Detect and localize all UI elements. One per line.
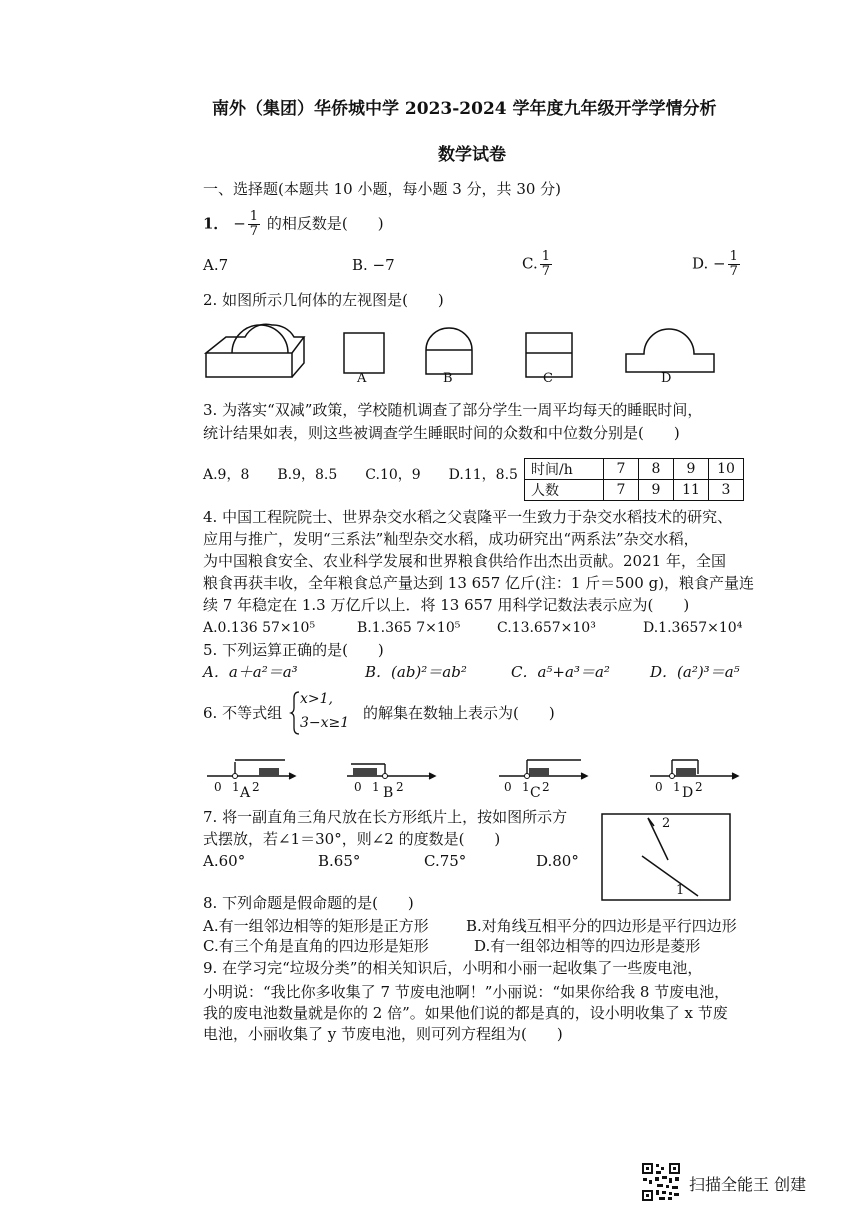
q6-b-tick-0: 0 [354,780,362,794]
q6-label-d: D [682,785,694,801]
q6-prefix: 6. 不等式组 [203,704,283,722]
q3-stem-line2: 统计结果如表，则这些被调查学生睡眠时间的众数和中位数分别是( ) [203,424,680,442]
q3-table-cell: 11 [674,480,709,501]
q3-table-cell: 10 [709,459,744,480]
q1-option-b: B. −7 [352,256,395,274]
q6-d-tick-2: 2 [695,780,703,794]
q4-line4: 粮食再获丰收，全年粮食总产量达到 13 657 亿斤(注：1 斤＝500 g)，粮食产量连 [203,574,755,592]
q1-frac-num: 1 [249,209,259,224]
q1-d-den: 7 [729,264,738,279]
exam-title: 南外（集团）华侨城中学 2023-2024 学年度九年级开学学情分析 [212,99,717,119]
q2-option-d-figure [622,328,722,383]
q5-option-c: C．a⁵+a³＝a² [511,663,610,681]
q1-frac-den: 7 [249,224,259,239]
q1-option-a: A.7 [203,256,229,274]
q3-table-cell: 3 [709,480,744,501]
q5-option-a: A．a＋a²＝a³ [203,663,298,681]
q7-line2: 式摆放，若∠1＝30°，则∠2 的度数是( ) [203,830,501,848]
q1-sign: − [233,214,246,233]
q5-stem: 5. 下列运算正确的是( ) [203,641,384,659]
q8-option-d: D.有一组邻边相等的四边形是菱形 [474,937,701,955]
q1-option-d-fraction [728,250,740,279]
q1-c-den: 7 [541,264,550,279]
q2-label-c: C [543,371,553,386]
q6-inequality-1: x>1, [300,691,333,707]
q5-option-d: D．(a²)³＝a⁵ [650,663,740,681]
q6-d-tick-0: 0 [655,780,663,794]
q3-table-header-time: 时间/h [525,459,604,480]
q6-d-tick-1: 1 [673,780,681,794]
scanner-watermark [641,1162,841,1202]
q4-option-a: A.0.136 57×10⁵ [203,620,316,636]
q7-option-a: A.60° [203,852,246,870]
q1-option-c [522,250,554,279]
q3-stem-line1: 3. 为落实“双减”政策，学校随机调查了部分学生一周平均每天的睡眠时间， [203,401,703,419]
q6-stem: 的解集在数轴上表示为( ) [363,704,555,722]
q7-line1: 7. 将一副直角三角尺放在长方形纸片上，按如图所示方 [203,808,568,826]
section-heading: 一、选择题(本题共 10 小题，每小题 3 分，共 30 分) [203,180,562,198]
q1-d-num: 1 [729,249,738,264]
q8-option-a: A.有一组邻边相等的矩形是正方形 [203,917,429,935]
q3-options: A.9，8 B.9，8.5 C.10，9 D.11，8.5 [203,467,518,483]
q1-stem-text: 的相反数是( ) [266,214,384,233]
qr-code-icon [641,1162,681,1202]
q2-stem: 2. 如图所示几何体的左视图是( ) [203,291,444,309]
q1-fraction [248,210,260,239]
q6-a-tick-1: 1 [232,780,240,794]
q4-line1: 4. 中国工程院院士、世界杂交水稻之父袁隆平一生致力于杂交水稻技术的研究、 [203,508,733,526]
q6-c-tick-1: 1 [522,780,530,794]
q6-c-tick-2: 2 [542,780,550,794]
q4-line5: 续 7 年稳定在 1.3 万亿斤以上．将 13 657 用科学记数法表示应为( ) [203,596,690,614]
q3-table-cell: 9 [639,480,674,501]
exam-subtitle: 数学试卷 [438,145,506,165]
q6-a-tick-2: 2 [252,780,260,794]
q3-table-cell: 7 [604,459,639,480]
q8-stem: 8. 下列命题是假命题的是( ) [203,894,414,912]
q6-a-tick-0: 0 [214,780,222,794]
q9-line2: 小明说：“我比你多收集了 7 节废电池啊！”小丽说：“如果你给我 8 节废电池， [203,983,730,1001]
q9-line4: 电池，小丽收集了 y 节废电池，则可列方程组为( ) [203,1025,563,1043]
q2-label-d: D [661,371,672,386]
q4-line3: 为中国粮食安全、农业科学发展和世界粮食供给作出杰出贡献。2021 年，全国 [203,552,726,570]
q6-b-tick-2: 2 [396,780,404,794]
q8-option-c: C.有三个角是直角的四边形是矩形 [203,937,429,955]
q1-option-d [692,250,742,279]
q6-b-tick-1: 1 [372,780,380,794]
q4-line2: 应用与推广，发明“三系法”籼型杂交水稻，成功研究出“两系法”杂交水稻， [203,530,699,548]
q1-number: 1． [203,214,229,233]
q6-inequality-2: 3−x≥1 [300,715,350,731]
q1-c-num: 1 [541,249,550,264]
q7-angle-1-label: 1 [676,883,685,898]
q6-label-c: C [530,785,541,801]
q1-option-c-label: C. [522,254,538,273]
q3-table-row-count [525,480,744,501]
q6-c-tick-0: 0 [504,780,512,794]
q6-label-a: A [240,785,251,801]
q1-stem [203,210,384,239]
watermark-text: 扫描全能王 创建 [689,1175,807,1194]
q1-option-c-fraction [540,250,552,279]
q7-angle-2-label: 2 [662,816,671,831]
q2-label-b: B [443,371,453,386]
q3-table-cell: 8 [639,459,674,480]
q3-table-header-count: 人数 [525,480,604,501]
q2-solid-figure [200,315,310,385]
q7-option-d: D.80° [536,852,579,870]
q1-option-d-label: D. − [692,254,726,273]
q9-line1: 9. 在学习完“垃圾分类”的相关知识后，小明和小丽一起收集了一些废电池， [203,959,703,977]
q6-label-b: B [383,785,394,801]
q3-table-cell: 7 [604,480,639,501]
q3-sleep-table [524,458,744,501]
q3-table-cell: 9 [674,459,709,480]
q7-option-b: B.65° [318,852,361,870]
q8-option-b: B.对角线互相平分的四边形是平行四边形 [466,917,737,935]
q5-option-b: B．(ab)²＝ab² [365,663,467,681]
q4-option-b: B.1.365 7×10⁵ [357,620,461,636]
q9-line3: 我的废电池数量就是你的 2 倍”。如果他们说的都是真的，设小明收集了 x 节废 [203,1004,728,1022]
q7-option-c: C.75° [424,852,467,870]
q3-table-row-time [525,459,744,480]
q2-label-a: A [357,371,367,386]
q4-option-c: C.13.657×10³ [497,620,596,636]
q4-option-d: D.1.3657×10⁴ [643,620,743,636]
